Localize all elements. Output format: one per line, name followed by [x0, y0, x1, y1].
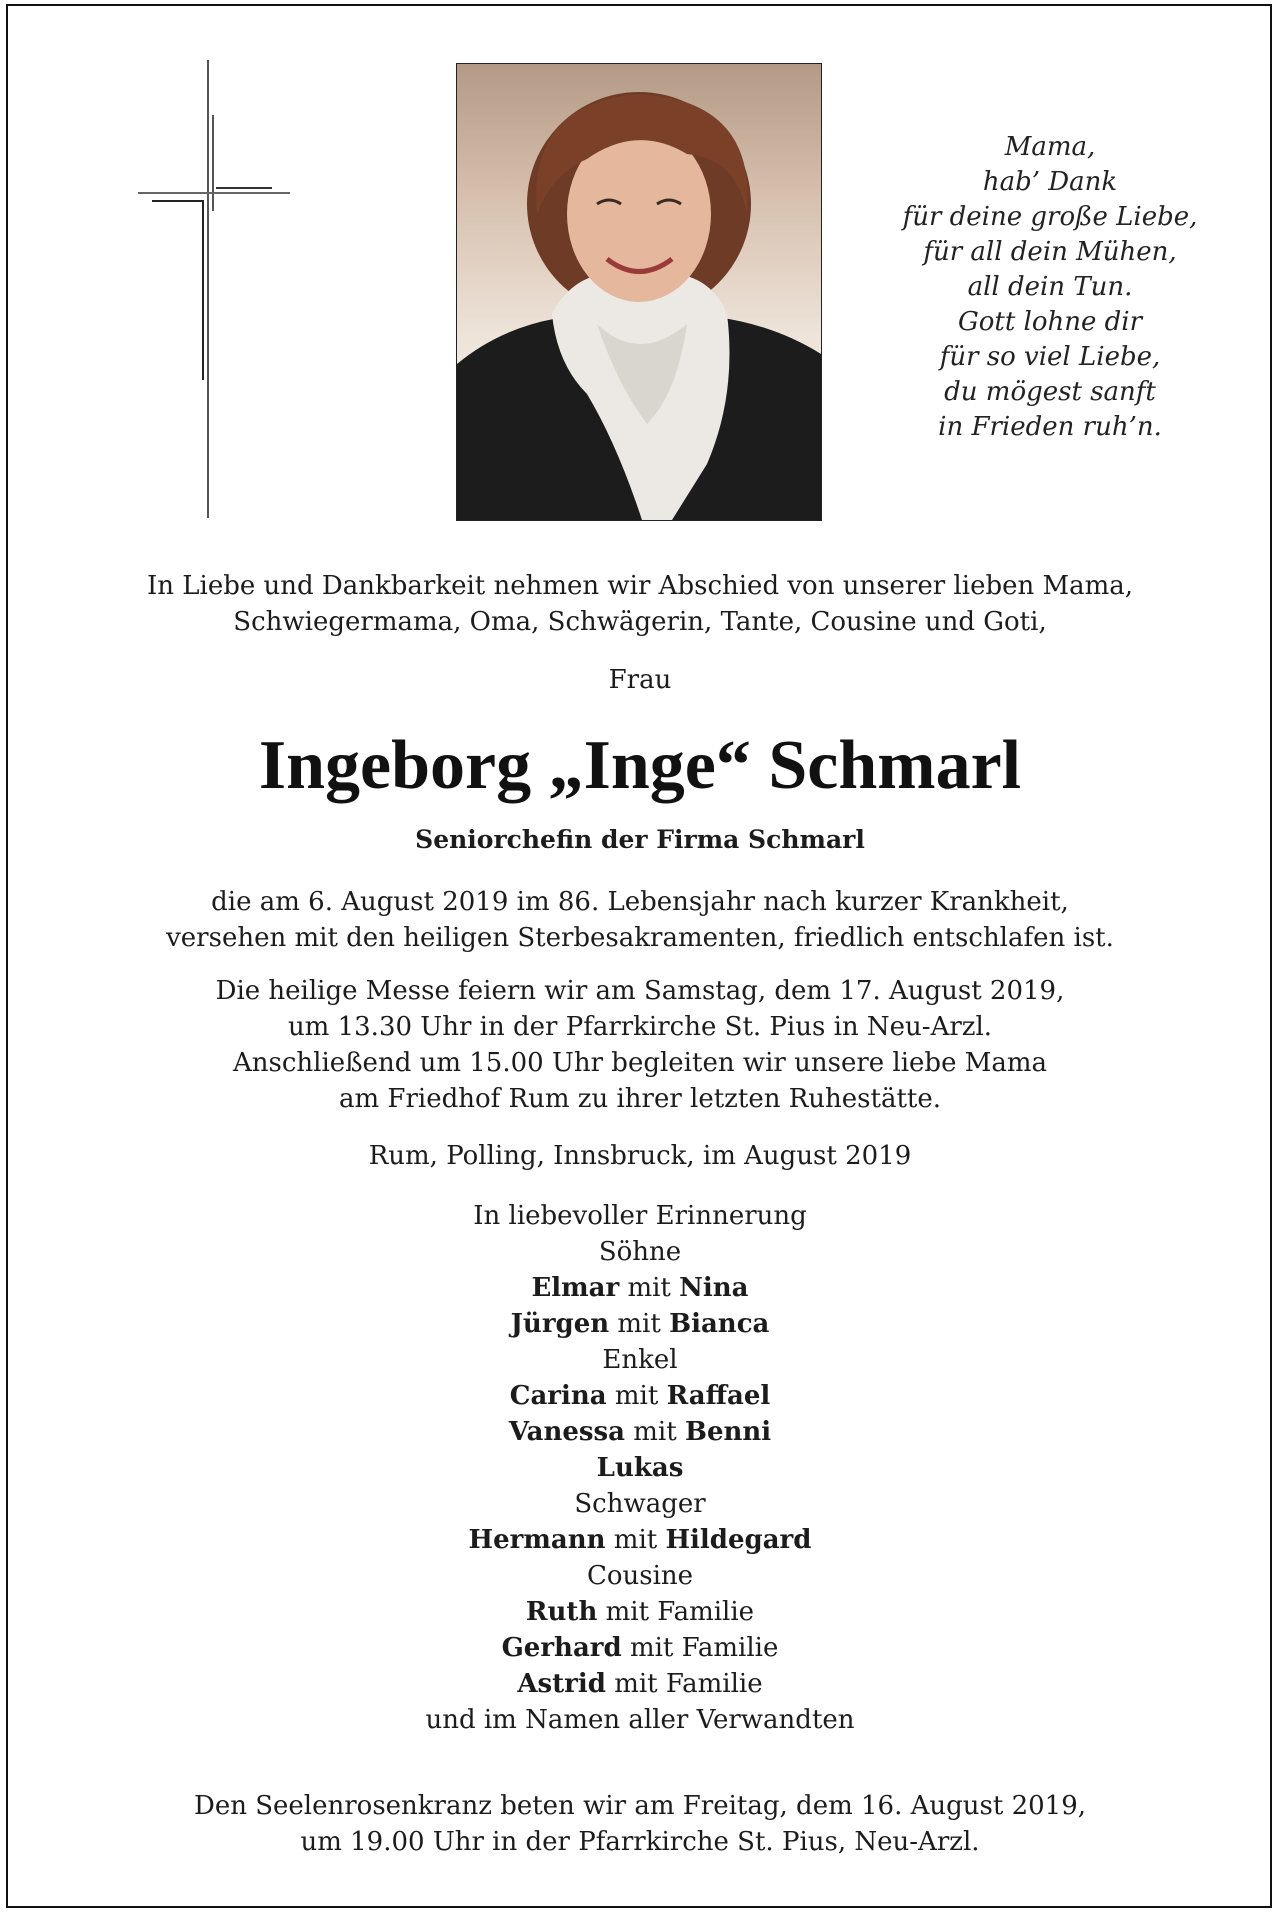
poem-line: all dein Tun. [967, 272, 1133, 302]
family-entry [100, 1414, 1180, 1450]
place-date: Rum, Polling, Innsbruck, im August 2019 [368, 1141, 912, 1171]
family-partner: Benni [684, 1417, 772, 1447]
family-name: Vanessa [508, 1417, 626, 1447]
family-entry [100, 1450, 1180, 1486]
poem-line: du mögest sanft [944, 377, 1156, 407]
mass-info [100, 973, 1180, 1117]
family-suffix: mit Familie [614, 1669, 763, 1699]
poem-line: hab’ Dank [982, 167, 1118, 197]
family-suffix: mit Familie [629, 1633, 779, 1663]
family-suffix: mit Familie [605, 1597, 755, 1627]
poem-line: Mama, [1004, 132, 1096, 162]
salutation: Frau [608, 665, 672, 695]
remembrance: In liebevoller Erinnerung [473, 1201, 807, 1231]
family-with: mit [614, 1381, 659, 1411]
family-list [100, 1198, 1180, 1738]
sons-label: Söhne [598, 1237, 682, 1267]
family-with: mit [627, 1273, 671, 1303]
poem-line: Gott lohne dir [957, 307, 1143, 337]
family-partner: Bianca [669, 1309, 770, 1339]
intro-line: In Liebe und Dankbarkeit nehmen wir Abschied von unserer lieben Mama, [146, 571, 1134, 601]
family-name: Astrid [517, 1669, 606, 1699]
intro-line: Schwiegermama, Oma, Schwägerin, Tante, Cousine und Goti, [233, 607, 1047, 637]
family-entry [100, 1378, 1180, 1414]
rosary-info [100, 1788, 1180, 1860]
grandchildren-label: Enkel [602, 1345, 678, 1375]
family-entry [100, 1666, 1180, 1702]
family-name: Carina [509, 1381, 607, 1411]
brother-in-law-label: Schwager [574, 1489, 706, 1519]
poem-line: für so viel Liebe, [939, 342, 1161, 372]
family-partner: Raffael [666, 1381, 771, 1411]
family-partner: Hildegard [665, 1525, 812, 1555]
family-entry [100, 1594, 1180, 1630]
family-name: Hermann [468, 1525, 606, 1555]
family-name: Ruth [525, 1597, 598, 1627]
family-entry [100, 1522, 1180, 1558]
poem-line: in Frieden ruh’n. [938, 412, 1162, 442]
family-entry [100, 1270, 1180, 1306]
family-entry [100, 1306, 1180, 1342]
mass-line: am Friedhof Rum zu ihrer letzten Ruhestätte. [338, 1084, 942, 1114]
intro-text [100, 568, 1180, 640]
family-with: mit [633, 1417, 677, 1447]
family-name: Jürgen [510, 1309, 610, 1339]
cross-icon [130, 60, 290, 520]
family-with: mit [617, 1309, 661, 1339]
death-notice-line: versehen mit den heiligen Sterbesakramenten, friedlich entschlafen ist. [166, 923, 1114, 953]
closing: und im Namen aller Verwandten [425, 1705, 855, 1735]
cousin-label: Cousine [586, 1561, 694, 1591]
death-notice-line: die am 6. August 2019 im 86. Lebensjahr nach kurzer Krankheit, [211, 887, 1069, 917]
poem-line: für deine große Liebe, [902, 202, 1198, 232]
mass-line: Die heilige Messe feiern wir am Samstag, dem 17. August 2019, [215, 976, 1065, 1006]
rosary-line: Den Seelenrosenkranz beten wir am Freitag, dem 16. August 2019, [193, 1791, 1087, 1821]
mass-line: um 13.30 Uhr in der Pfarrkirche St. Pius in Neu-Arzl. [287, 1012, 993, 1042]
poem-line: für all dein Mühen, [923, 237, 1177, 267]
deceased-name: Ingeborg „Inge“ Schmarl [258, 727, 1022, 804]
family-name: Lukas [596, 1453, 684, 1483]
deceased-title: Seniorchefin der Firma Schmarl [415, 825, 865, 854]
family-with: mit [613, 1525, 658, 1555]
family-name: Elmar [531, 1273, 620, 1303]
family-partner: Nina [679, 1273, 749, 1303]
poem [880, 130, 1220, 445]
family-entry [100, 1630, 1180, 1666]
rosary-line: um 19.00 Uhr in der Pfarrkirche St. Pius, Neu-Arzl. [300, 1827, 980, 1857]
death-notice [100, 884, 1180, 956]
portrait-photo [456, 63, 822, 521]
mass-line: Anschließend um 15.00 Uhr begleiten wir unsere liebe Mama [233, 1048, 1047, 1078]
family-name: Gerhard [501, 1633, 622, 1663]
